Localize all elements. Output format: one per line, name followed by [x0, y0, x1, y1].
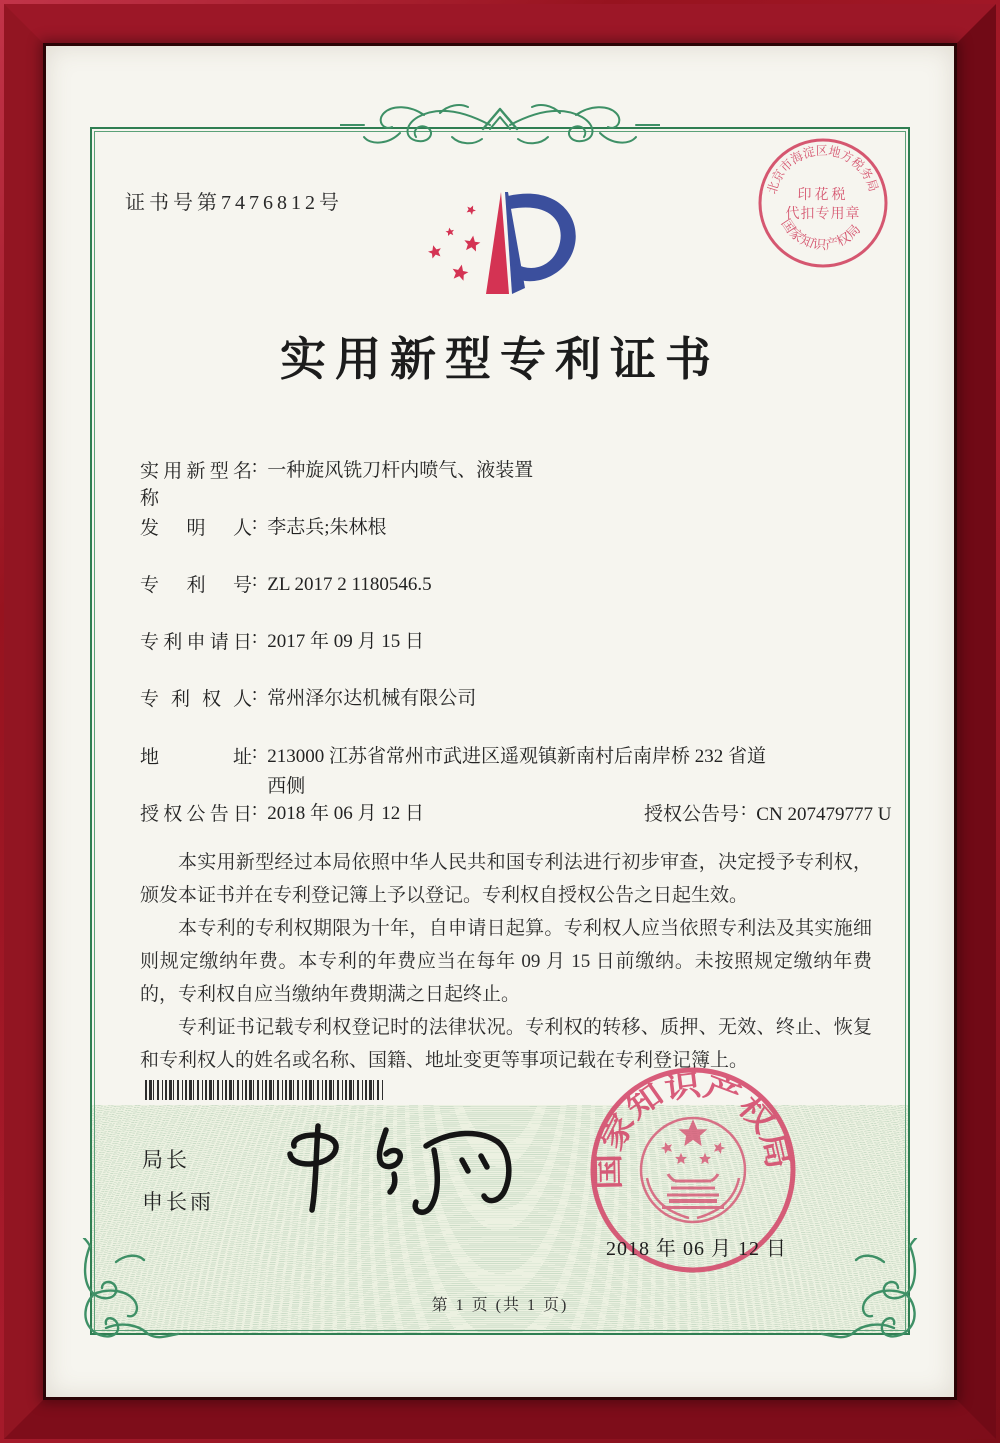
field-value: ZL 2017 2 1180546.5	[267, 574, 432, 595]
grant-date-value: 2018 年 06 月 12 日	[267, 803, 425, 824]
legal-paragraph: 本实用新型经过本局依照中华人民共和国专利法进行初步审查，决定授予专利权，颁发本证书并在专利登记簿上予以登记。专利权自授权公告之日起生效。	[140, 852, 872, 906]
field-label: 地址	[140, 747, 252, 768]
field-inventors	[140, 513, 387, 543]
tax-stamp-seal	[753, 133, 893, 273]
wooden-frame-inner-bevel	[4, 4, 996, 1439]
grant-number-value: CN 207479777 U	[756, 804, 892, 825]
page-number: 第 1 页 (共 1 页)	[431, 1297, 569, 1314]
field-colon: :	[252, 513, 258, 534]
tax-seal-arc-top: 北京市海淀区地方税务局	[764, 143, 881, 196]
field-value: 2017 年 09 月 15 日	[267, 631, 425, 652]
field-grant-number	[644, 799, 891, 826]
field-colon: :	[252, 799, 258, 820]
field-value: 一种旋风铣刀杆内喷气、液装置	[267, 460, 534, 481]
legal-paragraph: 本专利的专利权期限为十年，自申请日起算。专利权人应当依照专利法及其实施细则规定缴纳年费。本专利的年费应当在每年 09 月 15 日前缴纳。未按照规定缴纳年费的，专利权自应当缴纳年费期满之日起终止。	[140, 918, 872, 1005]
legal-text-block	[140, 846, 872, 1077]
field-label: 发明人	[140, 518, 252, 539]
field-value: 李志兵;朱林根	[267, 517, 387, 538]
field-colon: :	[252, 570, 258, 591]
field-colon: :	[741, 799, 747, 820]
field-colon: :	[252, 456, 258, 477]
legal-paragraph: 专利证书记载专利权登记时的法律状况。专利权的转移、质押、无效、终止、恢复和专利权人的姓名或名称、国籍、地址变更等事项记载在专利登记簿上。	[140, 1017, 872, 1071]
issue-date: 2018 年 06 月 12 日	[606, 1238, 787, 1260]
field-label: 授权公告号	[644, 804, 740, 825]
field-patent-number	[140, 570, 432, 600]
field-grant-row	[140, 799, 892, 829]
field-address	[140, 742, 767, 802]
logo-p-mark	[486, 192, 576, 294]
field-label: 授权公告日	[140, 804, 252, 825]
main-seal-arc-text: 国家知识产权局	[592, 1069, 794, 1190]
certificate-number: 证书号第7476812号	[125, 192, 343, 214]
field-patentee	[140, 684, 476, 714]
field-label: 实用新型名称	[140, 461, 252, 509]
tax-seal-arc-bottom: 国家知识产权局	[778, 215, 863, 253]
field-label: 专利权人	[140, 689, 252, 710]
field-filing-date	[140, 627, 424, 657]
field-value: 213000 江苏省常州市武进区遥观镇新南村后南岸桥 232 省道西侧	[267, 746, 767, 797]
certificate-paper	[46, 46, 954, 1397]
top-border-ornament	[340, 99, 660, 151]
national-emblem	[641, 1118, 745, 1222]
officer-title: 局长	[142, 1148, 190, 1172]
field-colon: :	[252, 742, 258, 763]
certificate-title: 实用新型专利证书	[280, 334, 720, 385]
tax-seal-line2: 代扣专用章	[785, 207, 861, 222]
barcode	[145, 1080, 385, 1100]
logo-stars	[427, 203, 481, 281]
field-colon: :	[252, 627, 258, 648]
field-label: 专利号	[140, 575, 252, 596]
field-utility-model-name	[140, 456, 533, 510]
field-label: 专利申请日	[140, 632, 252, 653]
cnipa-logo	[414, 188, 586, 314]
tax-seal-line1: 印花税	[797, 188, 849, 203]
officer-name: 申长雨	[142, 1190, 214, 1214]
field-value: 常州泽尔达机械有限公司	[267, 688, 477, 709]
field-colon: :	[252, 684, 258, 705]
officer-signature	[266, 1108, 536, 1238]
